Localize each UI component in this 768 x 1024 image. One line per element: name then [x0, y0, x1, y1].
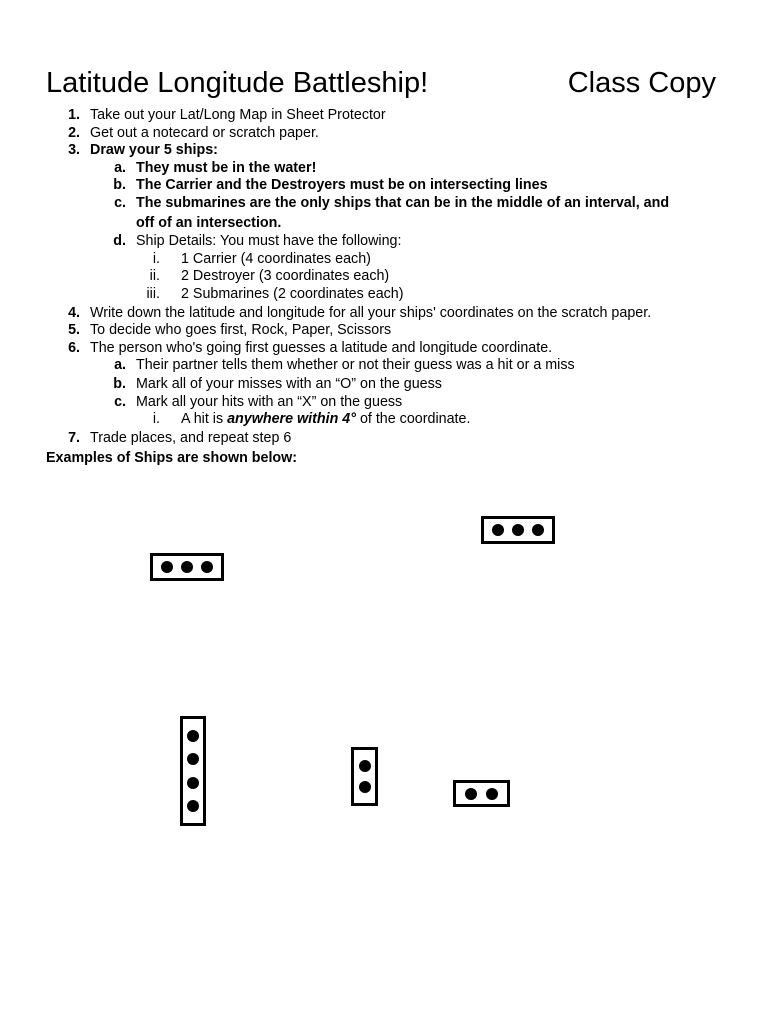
ship-peg: [532, 524, 544, 536]
ship-peg: [465, 788, 477, 800]
ship-peg: [359, 781, 371, 793]
ship-peg: [187, 800, 199, 812]
ship-peg: [486, 788, 498, 800]
ship-peg: [181, 561, 193, 573]
ship-submarine-vertical: [351, 747, 378, 806]
ship-destroyer-horizontal-right: [481, 516, 555, 544]
ship-peg: [492, 524, 504, 536]
ship-carrier-vertical: [180, 716, 206, 826]
ship-peg: [187, 777, 199, 789]
ship-peg: [512, 524, 524, 536]
title-main: Latitude Longitude Battleship!: [46, 67, 429, 99]
page-title: [46, 66, 716, 100]
ship-peg: [201, 561, 213, 573]
ship-peg: [359, 760, 371, 772]
ship-peg: [187, 753, 199, 765]
ship-submarine-horizontal: [453, 780, 510, 807]
ship-peg: [187, 730, 199, 742]
ship-peg: [161, 561, 173, 573]
title-class-copy: Class Copy: [567, 67, 716, 99]
ship-destroyer-horizontal-left: [150, 553, 224, 581]
